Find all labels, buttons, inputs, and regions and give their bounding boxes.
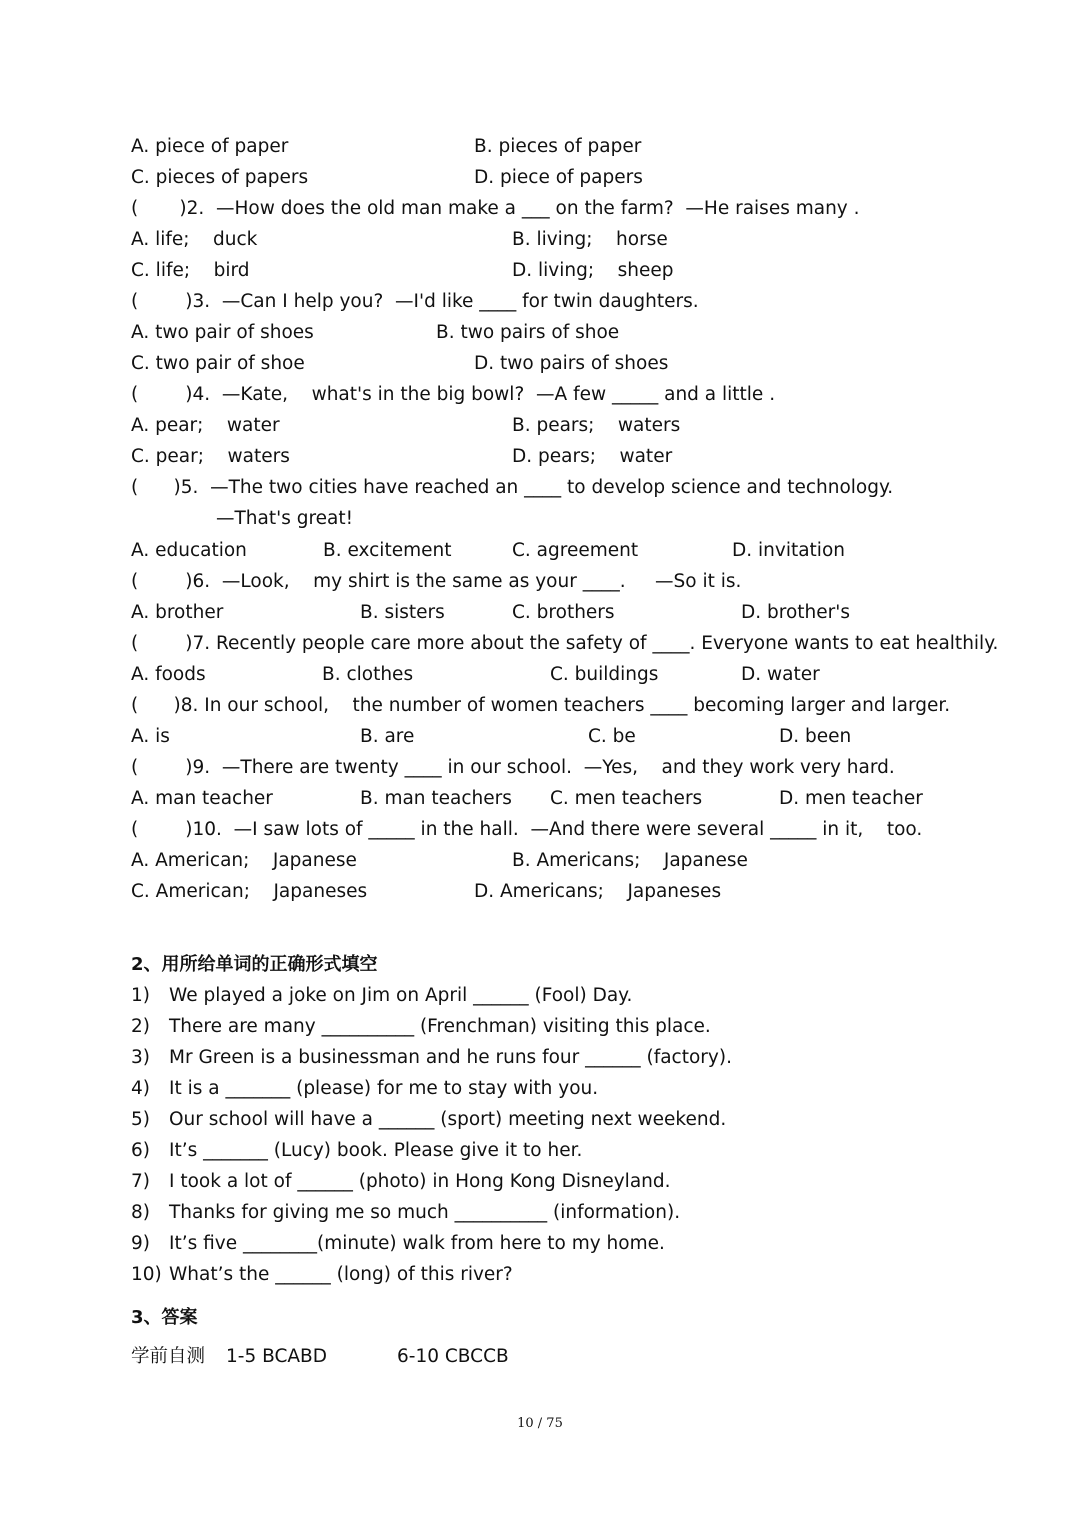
q1-option-c: C. pieces of papers bbox=[131, 167, 309, 188]
q1-option-d: D. piece of papers bbox=[474, 167, 643, 188]
list-item: 7) I took a lot of ______ (photo) in Hong Kong Disneyland. bbox=[131, 1171, 671, 1192]
list-item: 5) Our school will have a ______ (sport) meeting next weekend. bbox=[131, 1109, 727, 1130]
answer-row bbox=[131, 1341, 1031, 1372]
q7-stem: ( )7. Recently people care more about the safety of ____. Everyone wants to eat healthily. bbox=[131, 633, 999, 654]
q5-options bbox=[131, 535, 1031, 566]
q3-option-d: D. two pairs of shoes bbox=[474, 353, 669, 374]
q4-option-c: C. pear; waters bbox=[131, 446, 290, 467]
q2-option-d: D. living; sheep bbox=[512, 260, 674, 281]
list-item: 1) We played a joke on Jim on April ______ (Fool) Day. bbox=[131, 985, 633, 1006]
q4-option-a: A. pear; water bbox=[131, 415, 280, 436]
q6-option-c: C. brothers bbox=[512, 602, 615, 623]
q9-options bbox=[131, 783, 1031, 814]
q8-option-d: D. been bbox=[779, 726, 852, 747]
q6-option-d: D. brother's bbox=[741, 602, 850, 623]
q3-stem: ( )3. —Can I help you? —I'd like ____ for twin daughters. bbox=[131, 291, 699, 312]
q7-option-a: A. foods bbox=[131, 664, 206, 685]
q1-option-a: A. piece of paper bbox=[131, 136, 289, 157]
q9-option-d: D. men teacher bbox=[779, 788, 923, 809]
q10-option-d: D. Americans; Japaneses bbox=[474, 881, 722, 902]
list-item: 6) It’s _______ (Lucy) book. Please give it to her. bbox=[131, 1140, 583, 1161]
q2-stem: ( )2. —How does the old man make a ___ on the farm? —He raises many . bbox=[131, 198, 860, 219]
q5-option-b: B. excitement bbox=[323, 540, 452, 561]
q9-stem: ( )9. —There are twenty ____ in our school. —Yes, and they work very hard. bbox=[131, 757, 895, 778]
q3-options-row2 bbox=[131, 348, 1031, 379]
q10-options-row1 bbox=[131, 845, 1031, 876]
q4-options-row2 bbox=[131, 441, 1031, 472]
q9-option-b: B. man teachers bbox=[360, 788, 512, 809]
q2-options-row2 bbox=[131, 255, 1031, 286]
answer-6-10: 6-10 CBCCB bbox=[397, 1346, 509, 1367]
q6-stem: ( )6. —Look, my shirt is the same as your ____. —So it is. bbox=[131, 571, 742, 592]
q2-option-c: C. life; bird bbox=[131, 260, 250, 281]
q2-option-a: A. life; duck bbox=[131, 229, 258, 250]
q9-option-c: C. men teachers bbox=[550, 788, 703, 809]
section2-heading: 2、用所给单词的正确形式填空 bbox=[131, 954, 378, 975]
q8-options bbox=[131, 721, 1031, 752]
q3-option-a: A. two pair of shoes bbox=[131, 322, 314, 343]
list-item: 4) It is a _______ (please) for me to stay with you. bbox=[131, 1078, 599, 1099]
q5-option-c: C. agreement bbox=[512, 540, 639, 561]
q10-options-row2 bbox=[131, 876, 1031, 907]
section3-heading: 3、答案 bbox=[131, 1307, 198, 1328]
q4-options-row1 bbox=[131, 410, 1031, 441]
q8-stem: ( )8. In our school, the number of women teachers ____ becoming larger and larger. bbox=[131, 695, 951, 716]
list-item: 9) It’s five ________(minute) walk from here to my home. bbox=[131, 1233, 665, 1254]
page-number: 10 / 75 bbox=[517, 1416, 563, 1431]
q6-option-a: A. brother bbox=[131, 602, 224, 623]
q6-option-b: B. sisters bbox=[360, 602, 445, 623]
q5-stem: ( )5. —The two cities have reached an ____ to develop science and technology. bbox=[131, 477, 894, 498]
q6-options bbox=[131, 597, 1031, 628]
q8-option-a: A. is bbox=[131, 726, 170, 747]
q7-option-b: B. clothes bbox=[322, 664, 414, 685]
q3-options-row1 bbox=[131, 317, 1031, 348]
q5-stem-reply: —That's great! bbox=[216, 508, 354, 529]
q8-option-b: B. are bbox=[360, 726, 415, 747]
q10-option-a: A. American; Japanese bbox=[131, 850, 357, 871]
q4-stem: ( )4. —Kate, what's in the big bowl? —A few _____ and a little . bbox=[131, 384, 776, 405]
q9-option-a: A. man teacher bbox=[131, 788, 273, 809]
q5-option-a: A. education bbox=[131, 540, 247, 561]
q3-option-c: C. two pair of shoe bbox=[131, 353, 305, 374]
q4-option-d: D. pears; water bbox=[512, 446, 673, 467]
q4-option-b: B. pears; waters bbox=[512, 415, 681, 436]
list-item: 10) What’s the ______ (long) of this river? bbox=[131, 1264, 513, 1285]
list-item: 8) Thanks for giving me so much __________ (information). bbox=[131, 1202, 681, 1223]
q2-option-b: B. living; horse bbox=[512, 229, 668, 250]
q5-option-d: D. invitation bbox=[732, 540, 845, 561]
q10-option-c: C. American; Japaneses bbox=[131, 881, 368, 902]
q1-options-row2 bbox=[131, 162, 1031, 193]
q7-option-d: D. water bbox=[741, 664, 820, 685]
list-item: 3) Mr Green is a businessman and he runs four ______ (factory). bbox=[131, 1047, 732, 1068]
q1-option-b: B. pieces of paper bbox=[474, 136, 642, 157]
answer-label: 学前自测 bbox=[131, 1346, 206, 1367]
q10-option-b: B. Americans; Japanese bbox=[512, 850, 748, 871]
list-item: 2) There are many __________ (Frenchman) visiting this place. bbox=[131, 1016, 711, 1037]
q1-options-row1 bbox=[131, 131, 1031, 162]
answer-1-5: 1-5 BCABD bbox=[226, 1346, 327, 1367]
q8-option-c: C. be bbox=[588, 726, 636, 747]
q7-option-c: C. buildings bbox=[550, 664, 659, 685]
q2-options-row1 bbox=[131, 224, 1031, 255]
q7-options bbox=[131, 659, 1031, 690]
q10-stem: ( )10. —I saw lots of _____ in the hall. —And there were several _____ in it, too. bbox=[131, 819, 923, 840]
q3-option-b: B. two pairs of shoe bbox=[436, 322, 620, 343]
